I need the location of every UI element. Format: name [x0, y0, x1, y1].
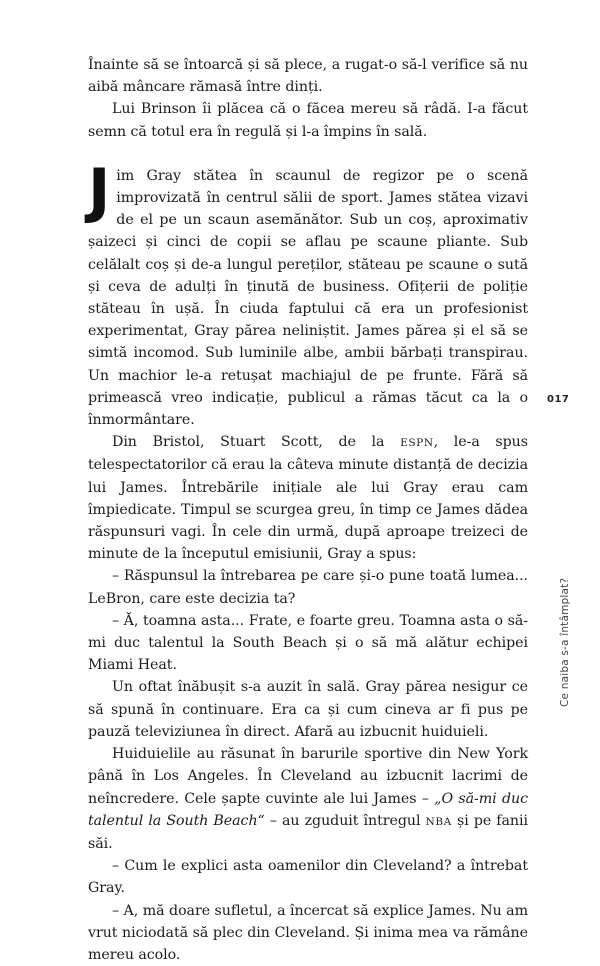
page-number: 017	[547, 394, 570, 405]
paragraph: – Cum le explici asta oamenilor din Cleveland? a întrebat Gray.	[88, 858, 528, 897]
paragraph	[88, 743, 528, 855]
paragraph-text: și pe fanii săi.	[88, 812, 528, 852]
italic-quote: „O să-mi duc talentul la South Beach“	[88, 790, 528, 829]
paragraph	[88, 155, 528, 431]
paragraph-text: im Gray stătea în scaunul de regizor pe o scenă improvizată în centrul sălii de sport. James stătea vizavi de el pe un scaun asemănător. Sub un coș, aproximativ șaizeci și cinci de copii se aflau pe scaune pliante. Sub celălalt coș și de-a lungul pereților, stăteau pe scaune o sută și ceva de adulți în ținută de business. Ofițerii de poliție stăteau în ușă. În ciuda faptului că era un profesionist experimentat, Gray părea neliniștit. James părea și el să se simtă incomod. Sub luminile albe, ambii bărbați transpirau. Un machior le-a retușat machiajul de pe frunte. Fără să primească vreo indicație, publicul a rămas tăcut ca la o înmormântare.	[88, 167, 528, 429]
paragraph-text: Din Bristol, Stuart Scott, de la	[112, 434, 401, 451]
paragraph: – Ă, toamna asta... Frate, e foarte greu. Toamna asta o să-mi duc talentul la South Beach și o să mă alătur echipei Miami Heat.	[88, 612, 528, 674]
paragraph	[88, 431, 528, 565]
paragraph-text: Huiduielile au răsunat în barurile sportive din New York până în Los Angeles. În Cleveland au izbucnit lacrimi de neîncredere. Cele șapte cuvinte ale lui James –	[88, 746, 528, 807]
drop-cap: J	[88, 155, 111, 226]
paragraph-text: – au zguduit întregul	[264, 812, 426, 829]
paragraph: Lui Brinson îi plăcea că o făcea mereu să râdă. I-a făcut semn că totul era în regulă și l-a împins în sală.	[88, 101, 528, 140]
paragraph: Înainte să se întoarcă și să plece, a rugat-o să-l verifice să nu aibă mâncare rămasă între dinți.	[88, 57, 528, 96]
paragraph: – Răspunsul la întrebarea pe care și-o pune toată lumea... LeBron, care este decizia ta?	[88, 568, 528, 607]
small-caps-abbrev: NBA	[425, 815, 452, 828]
paragraph: Un oftat înăbușit s-a auzit în sală. Gray părea nesigur ce să spună în continuare. Era ca și cum cineva ar fi pus pe pauză televiziunea în direct. Afară au izbucnit huiduieli.	[88, 679, 528, 740]
paragraph-text: , le-a spus telespectatorilor că erau la câteva minute distanță de decizia lui James. Întrebările inițiale ale lui Gray erau cam împiedicate. Timpul se scurgea greu, în timp ce James dădea răspunsuri vagi. În cele din urmă, după aproape treizeci de minute de la începutul emisiunii, Gray a spus:	[88, 434, 529, 563]
body-text	[88, 54, 528, 966]
paragraph: – A, mă doare sufletul, a încercat să explice James. Nu am vrut niciodată să plec din Cleveland. Și inima mea va rămâne mereu acolo.	[88, 902, 528, 963]
small-caps-abbrev: ESPN	[400, 437, 434, 450]
running-head: Ce naiba s-a întâmplat?	[559, 577, 571, 707]
